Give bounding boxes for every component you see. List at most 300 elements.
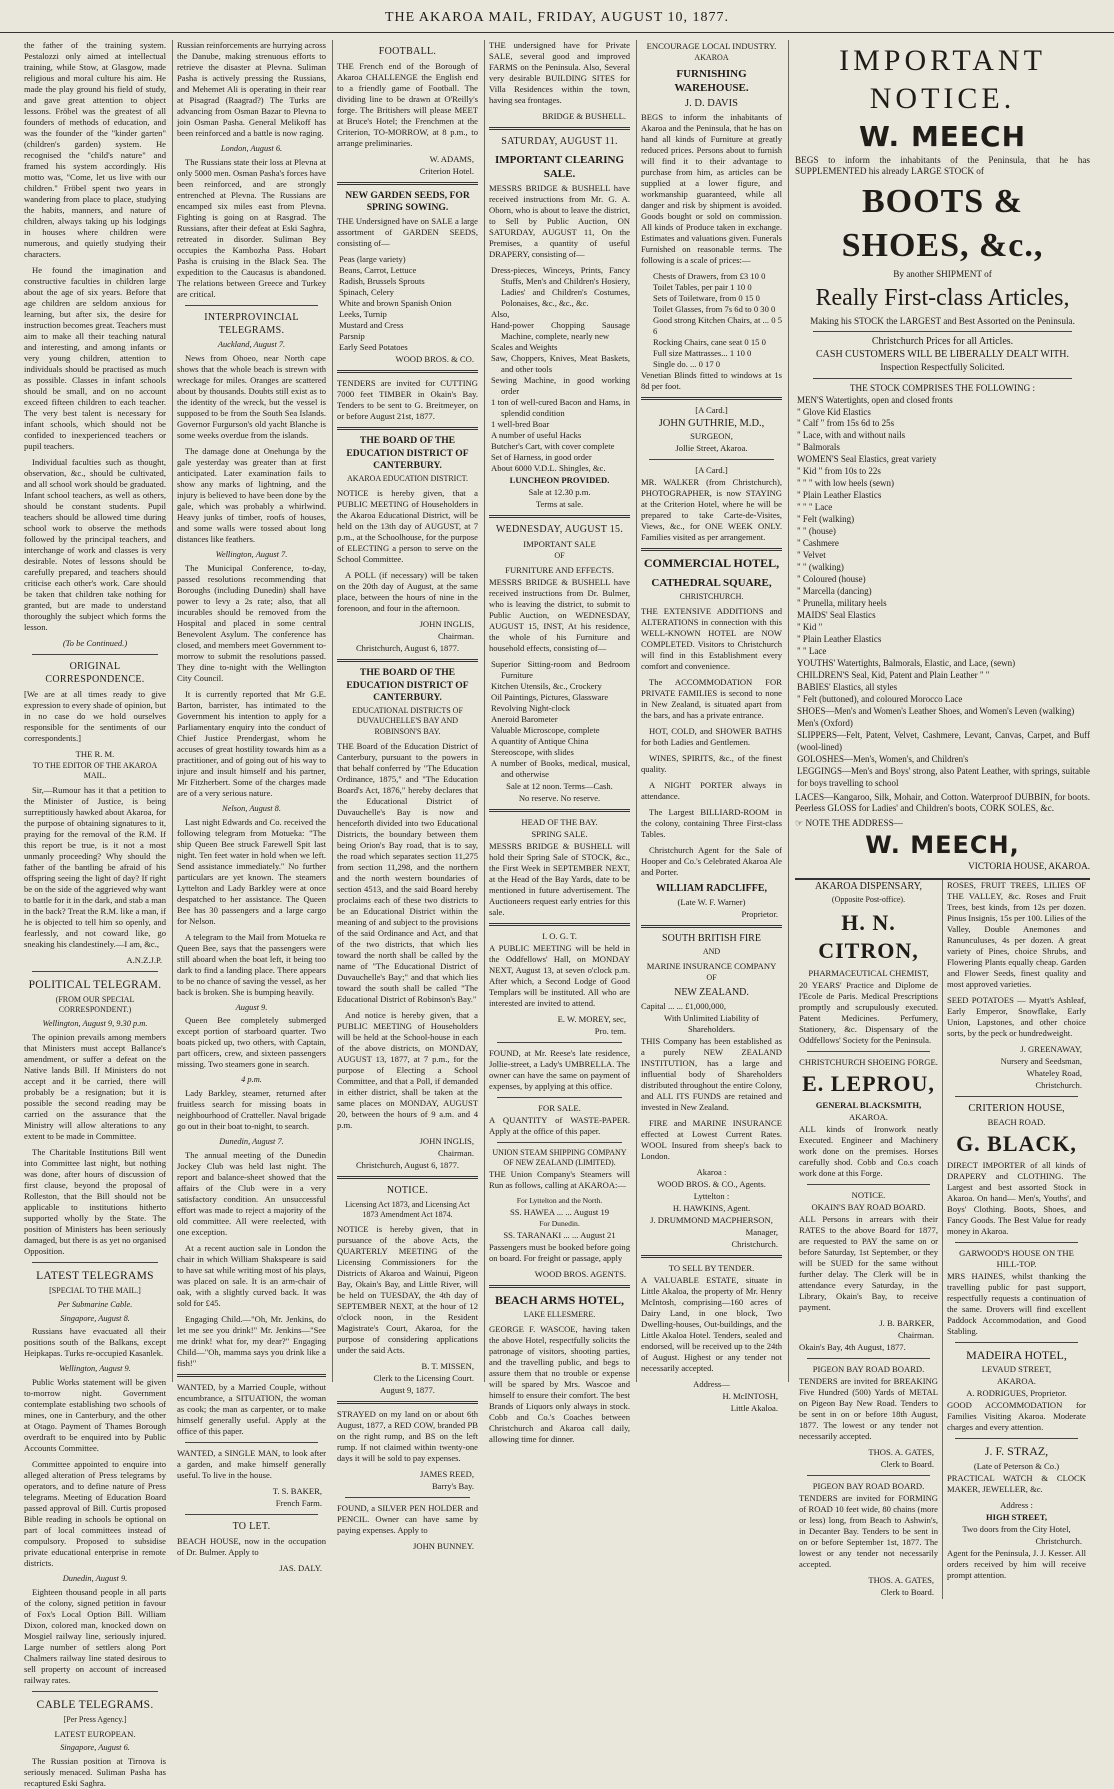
ad-body: A VALUABLE ESTATE, situate in Little Akaloa, the property of Mr. Henry McIntosh, comprising—160 acres of Dairy Land, in one block, Two Dwelling-houses, Out-buildings, and the Little Akaloa Hotel. Tenders, sealed and endorsed, will be received up to the 24th of August. Highest or any tender not necessarily accepted.: [641, 1274, 782, 1373]
list-item: Single do. ... 0 17 0: [653, 358, 721, 369]
ad-body: A NIGHT PORTER always in attendance.: [641, 779, 782, 801]
ad-body: MESSRS BRIDGE & BUSHELL will hold their Spring Sale of STOCK, &c., the First Week in SEPTEMBER NEXT, at the Head of the Bay Yards, date to be mentioned in future advertisement. The Auctioneers request early entries for this sale.: [489, 840, 630, 917]
ad-subheading: SURGEON,: [690, 431, 733, 442]
section-subheading: (FROM OUR SPECIAL CORRESPONDENT.): [55, 994, 135, 1015]
ad-heading: PIGEON BAY ROAD BOARD.: [812, 1363, 925, 1374]
ad-body: MESSRS BRIDGE & BUSHELL have received instructions from Dr. Bulmer, who is leaving the district, to submit to Public Auction, on WEDNESDAY, AUGUST 15, INST, At his residence, the whole of his Furniture and household effects, consisting of—: [489, 576, 630, 653]
article-paragraph: At a recent auction sale in London the chair in which William Shakspeare is said to have sat while writing most of his plays, was placed on sale. It is an arm-chair of oak, with a slightly curved back. It was sold for £45.: [177, 1242, 326, 1308]
ad-subheading: OF: [706, 972, 717, 982]
divider: [32, 1691, 158, 1692]
agent-name: H. HAWKINS, Agent.: [672, 1202, 751, 1213]
dateline: Dunedin, August 9.: [62, 1574, 128, 1584]
ad-body: THE Undersigned have on SALE a large assortment of GARDEN SEEDS, consisting of—: [337, 216, 478, 249]
ad-heading: NOTICE.: [386, 1184, 429, 1196]
dateline: Wellington, August 9.: [59, 1364, 131, 1374]
ad-body: THE Board of the Education District of Canterbury, pursuant to the powers in that behalf conferred by "The Education Ordinance, 1875," and "The Education Board's Act, 1876," hereby declares that the Educational District of Duvauchelle's Bay is now and henceforth divided into two Educational Districts, the boundary between them being Orion's Bay road, that is to say, the road which separates section 11,275 from section 11,298, and the northern and the north western boundaries of section 4513, and the said Board hereby proclaims each of these two districts to be an Educational District within the meaning of and subject to the provisions of the said Ordinance and Act, and that of the two districts, that which lies toward the north shall be called by the name of "The Educational District of Duvauchelle's Bay;" and that which lies toward the south shall be called "The Educational District of Robinson's Bay.": [337, 740, 478, 1004]
ad-name: H. N. CITRON,: [818, 910, 919, 964]
divider: [641, 397, 782, 400]
list-item: " " " Lace: [797, 502, 833, 513]
article-paragraph: The Russian position at Tirnova is seriously menaced. Suliman Pasha has recaptured Eski Saghra.: [24, 1755, 166, 1788]
ad-note: Terms at sale.: [535, 498, 584, 509]
ad-signature: Christchurch.: [1035, 1080, 1082, 1091]
list-item: Spinach, Celery: [339, 287, 394, 298]
ad-body: MR. WALKER (from Christchurch), PHOTOGRAPHER, is now STAYING at the Criterion Hotel, where he will be prepared to take Carte-de-Visites, Views, &c., for ONE WEEK ONLY. Families visited as per arrangement.: [641, 477, 782, 543]
ad-body: GOOD ACCOMMODATION for Families Visiting Akaroa. Moderate charges and every attention.: [947, 1400, 1086, 1433]
divider: [337, 427, 478, 430]
list-item: Set of Harness, in good order: [491, 451, 592, 462]
divider: [32, 654, 158, 655]
letter-body: Sir,—Rumour has it that a petition to the Minister of Justice, is being surreptitiously hawked about Akaroa, for the purpose of obtaining signatures to it, praying for the removal of the R.M. If this report be true, is it not a most unmanly proceeding? Why should the father of the bantling be afraid of his offspring seeing the light of day? If right be on the side of the aggrieved why want to battle for it in the dark, and stab a man in the back? Treat the R.M. like a man, if he is objected to tell him so openly, and fearlessly, and not coward like, go sneaking his clandestinely.—I am, &c.,: [24, 785, 166, 950]
masthead: THE AKAROA MAIL, FRIDAY, AUGUST 10, 1877.: [0, 10, 1114, 33]
ad-heading: CRITERION HOUSE,: [968, 1103, 1065, 1115]
column-5: [636, 40, 786, 1413]
ad-signature: Chairman.: [437, 1147, 474, 1158]
ad-heading: COMMERCIAL HOTEL,: [643, 556, 780, 571]
ad-heading: THE BOARD OF THE EDUCATION DISTRICT OF CANTERBURY.: [346, 435, 469, 471]
list-item: Early Seed Potatoes: [339, 342, 408, 353]
ad-signature: JAS. DALY.: [279, 1562, 322, 1573]
divider: [185, 1442, 318, 1443]
ad-title: W. MEECH: [858, 119, 1027, 153]
ad-body: MESSRS BRIDGE & BUSHELL have received instructions from Mr. G. A. Oborn, who is about to leave the district, to Sell by Public Auction, ON SATURDAY, AUGUST 11, On the Premises, a quantity of useful DRAPERY, consisting of—: [489, 182, 630, 259]
ad-address: Jollie Street, Akaroa.: [675, 443, 748, 454]
list-item: " Kid " from 10s to 22s: [797, 466, 881, 477]
ad-body: FIRE and MARINE INSURANCE effected at Lowest Current Rates. WOOL Insured from sheep's back to London.: [641, 1117, 782, 1161]
list-item: 1 ton of well-cured Bacon and Hams, in splendid condition: [491, 396, 630, 418]
list-item: " Lace, with and without nails: [797, 430, 906, 441]
list-item: " Cashmere: [797, 538, 839, 549]
ad-signature: J. GREENAWAY,: [1020, 1044, 1082, 1055]
divider: [955, 1438, 1078, 1439]
ad-date: Christchurch, August 6, 1877.: [355, 1159, 460, 1170]
ad-title: Really First-class Articles,: [815, 284, 1070, 311]
list-item: A quantity of Antique China: [491, 735, 589, 746]
divider: [641, 548, 782, 551]
ad-title: W. MEECH,: [865, 830, 1020, 859]
ad-signature: Barry's Bay.: [431, 1481, 474, 1492]
divider: [177, 1374, 326, 1377]
ad-body: TENDERS are invited for FORMING of ROAD 10 feet wide, 80 chains (more or less) long, from Beach to Ashwin's, in Decanter Bay. Tenders to be sent in on or before September 1st, 1877. The lowest or any tender not necessarily accepted.: [799, 1492, 938, 1569]
divider: [807, 1051, 930, 1052]
list-item: WOMEN'S Seal Elastics, great variety: [797, 454, 937, 465]
divider: [185, 1514, 318, 1515]
ad-subheading: BEACH ROAD.: [987, 1116, 1046, 1127]
column-2: [172, 40, 330, 1573]
ad-subheading: GENERAL BLACKSMITH,: [815, 1099, 922, 1110]
divider: [345, 1497, 470, 1498]
ad-body: HOT, COLD, and SHOWER BATHS for both Ladies and Gentlemen.: [641, 725, 782, 747]
ad-body: TENDERS are invited for CUTTING 7000 feet TIMBER in Okain's Bay. Tenders to be sent to G. Breitmeyer, on or before August 21st, 1877.: [337, 378, 478, 422]
article-paragraph: The damage done at Onehunga by the gale yesterday was greater than at first anticipated. Later examination fails to show any marks of lightning, and the injury is believed to have been done by the gale, which was probably a whirlwind. Heavy junks of timber, roofs of houses, and some walls were tossed about long distances like feathers.: [177, 446, 326, 545]
list-item: Peas (large variety): [339, 254, 406, 265]
editorial-note: [We are at all times ready to give expression to every shade of opinion, but in no case do we hold ourselves responsible for the sentiments of our correspondents.]: [24, 688, 166, 743]
ad-signature: Chairman.: [897, 1329, 934, 1340]
divider: [185, 305, 318, 306]
ad-name: G. BLACK,: [956, 1130, 1077, 1156]
article-paragraph: The Russians state their loss at Plevna at only 5000 men. Osman Pasha's forces have been reinforced, and are strongly entrenched at Plevna. The Russians are encamped six miles east from Plevna. Fighting is going on at Rasgrad. The Russians, after their defeat at Eski Saghra, retreated in disorder. Suliman Bey occupies the Kambozha Pass. Hobart Pasha is cruising in the Black Sea. The expedition to the Caucasus is abandoned. The relations between Greece and Turkey are critical.: [177, 156, 326, 299]
divider: [807, 1358, 930, 1359]
article-paragraph: The annual meeting of the Dunedin Jockey Club was held last night. The report and balance-sheet showed that the affairs of the Club were in a very satisfactory condition. An unsuccessful effort was made to reject a majority of the old committee. All were reelected, with one exception.: [177, 1149, 326, 1237]
ad-subheading: LAKE ELLESMERE.: [523, 1310, 596, 1320]
ad-body: STRAYED on my land on or about 6th August, 1877, a RED COW, branded PB on the right rump, and BS on the left rump. If not claimed within twenty-one days it will be sold to pay expenses.: [337, 1409, 478, 1464]
ad-body: SEED POTATOES — Myatt's Ashleaf, Early Emperor, Snowflake, Early Union, Lapstones, and other choice sorts, by the peck or hundredweight.: [947, 995, 1086, 1039]
divider: [497, 1042, 622, 1043]
list-item: " Felt (buttoned), and coloured Morocco Lace: [797, 693, 963, 704]
ad-signature: Clerk to Board.: [880, 1586, 934, 1597]
list-item: 1 well-bred Boar: [491, 418, 550, 429]
ad-signature: French Farm.: [275, 1497, 322, 1508]
ad-signature: W. ADAMS,: [429, 153, 474, 164]
ad-heading: ENCOURAGE LOCAL INDUSTRY.: [646, 41, 777, 51]
article-paragraph: Last night Edwards and Co. received the following telegram from Motueka: "The ship Queen Bee struck Farewell Spit last night. Ten feet water in hold when we left. Send assistance immediately." No further particulars are yet known. The steamers Lyttelton and Lady Barkley were at once despatched to her assistance. The Queen Bee has 30 passengers and a large cargo for Nelson.: [177, 816, 326, 926]
stock-list: [795, 395, 1090, 790]
ad-body: FOUND, a SILVER PEN HOLDER and PENCIL. Owner can have same by paying expenses. Apply to: [337, 1503, 478, 1536]
dateline: Nelson, August 8.: [222, 803, 281, 813]
ad-body: 20 YEARS' Practice and Diplome de l'Ecole de Paris. Medical Prescriptions promptly and scrupulously executed. Patent Medicines. Perfumery, Stationery, &c. Dispensary of the Oddfellows' Society for the Peninsula.: [799, 979, 938, 1045]
list-item: SHOES—Men's and Women's Leather Shoes, and Women's Leven (walking): [797, 705, 1075, 716]
ad-heading: SPRING SALE.: [531, 828, 588, 839]
price-list: [641, 271, 782, 370]
section-heading: CABLE TELEGRAMS.: [36, 1698, 154, 1711]
list-item: Aneroid Barometer: [491, 713, 558, 724]
ad-body: TENDERS are invited for BREAKING Five Hundred (500) Yards of METAL on Pigeon Bay New Road. Tenders to be sent in on or before 18th August, 1877. The lowest or any tender not necessarily accepted.: [799, 1375, 938, 1441]
ad-body: FOUND, at Mr. Reese's late residence, Jollie-street, a Lady's UMBRELLA. The owner can have the same on payment of expenses, by applying at this office.: [489, 1047, 630, 1091]
letter-signature: A.N.Z.J.P.: [126, 955, 162, 966]
ad-body: A PUBLIC MEETING will be held in the Oddfellows' Hall, on MONDAY NEXT, August 13, at seven o'clock p.m. After which, a Second Lodge of Good Templars will be instituted. All who are interested are invited to attend.: [489, 942, 630, 1008]
divider: [489, 809, 630, 812]
to-be-continued: (To be Continued.): [62, 638, 128, 648]
ad-body: WINES, SPIRITS, &c., of the finest quality.: [641, 752, 782, 774]
schedule-line: SS. TARANAKI ... ... August 21: [503, 1229, 616, 1240]
list-item: Mustard and Cress: [339, 320, 404, 331]
ad-line: Inspection Respectfully Solicited.: [880, 362, 1005, 373]
ad-heading: WEDNESDAY, AUGUST 15.: [495, 523, 624, 535]
column-1: [20, 40, 170, 1788]
ad-body: ALL Persons in arrears with their RATES to the above Board for 1877, are requested to PAY the same on or before Saturday, 1st September, or they will be SUED for the same without further delay. The Clerk will be in attendance every Saturday, in the Library, Okain's Bay, to receive payment.: [799, 1213, 938, 1312]
ad-heading: NOTICE.: [851, 1189, 886, 1200]
ad-address: Address :: [1000, 1499, 1033, 1510]
ad-heading: AKAROA DISPENSARY,: [814, 881, 923, 893]
list-item: " Plain Leather Elastics: [797, 633, 882, 644]
ad-line: [795, 818, 1090, 830]
divider: [489, 127, 630, 130]
list-item: A number of Books, medical, musical, and otherwise: [491, 757, 630, 779]
ad-heading: CHRISTCHURCH SHOEING FORGE.: [799, 1056, 938, 1067]
ad-subheading: LEVAUD STREET,: [981, 1364, 1052, 1375]
article-paragraph: The Municipal Conference, to-day, passed resolutions recommending that Boroughs (including Dunedin) shall have power to levy a 2s rate; also, that all incurables should be removed from the Hospital and placed in some central Benevolent Asylum. The conference has closed, and members meet Government to-morrow to submit the resolutions passed. They dine to-night with the Wellington City Council.: [177, 562, 326, 683]
divider: [489, 1285, 630, 1288]
ad-line: LACES—Kangaroo, Silk, Mohair, and Cotton. Waterproof DUBBIN, for boots. Peerless GLOSS for Ladies' and Children's boots, CORK SOLES, &c.: [795, 791, 1090, 814]
ad-body: And notice is hereby given, that a PUBLIC MEETING of Householders will be held at the School-house in each of the above districts, on MONDAY, AUGUST 13, 1877, at 7 p.m., for the purpose of Electing a School Committee, and that a Poll, if demanded in either district, shall be taken at the same places on MONDAY, AUGUST 20, between the hours of 9 a.m. and 4 p.m.: [337, 1009, 478, 1130]
note-label: NOTE THE ADDRESS—: [805, 818, 903, 829]
ad-signature: T. S. BAKER,: [272, 1485, 322, 1496]
list-item: GOLOSHES—Men's, Women's, and Children's: [797, 753, 969, 764]
subcolumns: [795, 878, 1090, 1599]
divider: [955, 1242, 1078, 1243]
ad-body: MRS HAINES, whilst thanking the travelling public for past support, respectfully requests a continuation of the same. Drovers will find excellent Paddock Accommodation, and Good Stabling.: [947, 1270, 1086, 1336]
list-item: Chests of Drawers, from £3 10 0: [653, 270, 766, 281]
article-paragraph: Engaging Child.—"Oh, Mr. Jenkins, do let me see you drink!" Mr. Jenkins—"See me drink! what for, my dear?" Engaging Child—"Oh, mamma says you drink like a fish!": [177, 1313, 326, 1368]
ad-signature: Clerk to the Licensing Court.: [373, 1373, 474, 1384]
ad-note: No reserve. No reserve.: [518, 792, 601, 803]
divider: [489, 923, 630, 926]
ad-signature: THOS. A. GATES,: [868, 1574, 934, 1585]
letter-title: THE R. M.: [75, 748, 115, 759]
list-item: Radish, Brussels Sprouts: [339, 276, 425, 287]
stock-heading: THE STOCK COMPRISES THE FOLLOWING :: [849, 382, 1036, 393]
ad-heading: NEW GARDEN SEEDS, FOR SPRING SOWING.: [345, 189, 470, 214]
ad-heading: TO SELL BY TENDER.: [668, 1262, 755, 1273]
divider: [955, 1342, 1078, 1343]
list-item: Dress-pieces, Winceys, Prints, Fancy Stuffs, Men's and Children's Hosiery, Ladies' and Children's Costumes, Polonaises, &c., &c., &c.: [491, 264, 630, 308]
list-item: White and brown Spanish Onion: [339, 298, 452, 309]
dateline: Wellington, August 9, 9.30 p.m.: [42, 1019, 148, 1029]
ad-line: CASH CUSTOMERS WILL BE LIBERALLY DEALT WITH.: [816, 349, 1069, 361]
ad-heading: FOR SALE.: [538, 1102, 581, 1113]
divider: [497, 1142, 622, 1143]
ad-body: The ACCOMMODATION FOR PRIVATE FAMILIES is second to none in New Zealand, is situated apart from the bars, and has a private entrance.: [641, 676, 782, 720]
schedule-line: SS. HAWEA ... ... August 19: [509, 1207, 610, 1218]
ad-body: NOTICE is hereby given, that a PUBLIC MEETING of Householders in the Akaroa Educational District, will be held on the 13th day of AUGUST, at 7 p.m., at the Schoolhouse, for the purpose of ELECTING a person to serve on the School Committee.: [337, 488, 478, 565]
ad-date: Christchurch, August 6, 1877.: [355, 643, 460, 654]
list-item: Beans, Carrot, Lettuce: [339, 265, 417, 276]
list-item: " Prunella, military heels: [797, 598, 887, 609]
ad-signature: Chairman.: [437, 631, 474, 642]
divider: [807, 1475, 930, 1476]
article-paragraph: Lady Barkley, steamer, returned after fruitless search for missing boats in neighbourhood of Cratteller. Naval brigade go out in their boat to-night, to search.: [177, 1088, 326, 1132]
ad-heading: BEACH ARMS HOTEL,: [494, 1292, 625, 1307]
dateline: 4 p.m.: [241, 1075, 262, 1085]
card-label: [A Card.]: [695, 404, 728, 415]
article-paragraph: News from Ohoeo, near North cape shows that the whole beach is strewn with wreckage for miles. Oranges are scattered about by thousands. Doubts still exist as to the identity of the wreck, but the vessel is supposed to be from the South Sea Islands. Governor Furgurson's old yacht Blanche is some weeks overdue from the islands.: [177, 353, 326, 441]
list-item: Scales and Weights: [491, 341, 558, 352]
divider: [337, 370, 478, 373]
ad-signature: WOOD BROS. AGENTS.: [534, 1268, 626, 1279]
ad-intro: BEGS to inform the inhabitants of the Peninsula, that he has SUPPLEMENTED his already LARGE STOCK of: [795, 154, 1090, 177]
ad-signature: J. DRUMMOND MACPHERSON,: [650, 1214, 773, 1225]
ad-subheading: OKAIN'S BAY ROAD BOARD.: [811, 1201, 926, 1212]
ad-subheading: AKAROA: [694, 53, 729, 62]
ad-signature: H. McINTOSH,: [722, 1390, 778, 1401]
subcolumn-b: [942, 880, 1090, 1599]
ad-place: AKAROA.: [849, 1111, 888, 1122]
ad-body: THE undersigned have for Private SALE, several good and improved FARMS on the Peninsula. Also, Several very desirable BUILDING SITES for Villa Residences within the town, having sea frontages.: [489, 40, 630, 105]
ad-place: AKAROA.: [997, 1376, 1036, 1387]
divider: [32, 971, 158, 972]
list-item: " Marcella (dancing): [797, 586, 872, 597]
ad-heading: I. O. G. T.: [542, 930, 577, 941]
dateline: Auckland, August 7.: [217, 340, 286, 350]
ad-heading: SATURDAY, AUGUST 11.: [501, 136, 618, 147]
ad-line: Making his STOCK the LARGEST and Best Assorted on the Peninsula.: [810, 315, 1075, 326]
ad-note: Sale at 12 noon. Terms—Cash.: [506, 780, 613, 791]
ad-body: Venetian Blinds fitted to windows at 1s 8d per foot.: [641, 369, 782, 391]
capital-note: With Unlimited Liability of Shareholders.: [664, 1012, 759, 1034]
ad-signature: THOS. A. GATES,: [868, 1446, 934, 1457]
section-subheading: [Per Press Agency.]: [63, 1714, 127, 1724]
letter-to: TO THE EDITOR OF THE AKAROA MAIL.: [32, 760, 158, 780]
ad-heading: FOOTBALL.: [378, 46, 437, 57]
list-item: Sets of Toiletware, from 0 15 0: [653, 292, 760, 303]
ad-body: DIRECT IMPORTER of all kinds of DRAPERY and CLOTHING. The Largest and best assorted Stock in Akaroa. On hand— Men's, Youths', and Boys' Clothing. Boots, Shoes, and Fancy Goods. The Best Value for ready money in Akaroa.: [947, 1159, 1086, 1236]
ad-address: VICTORIA HOUSE, AKAROA.: [968, 860, 1090, 871]
section-heading: POLITICAL TELEGRAM.: [28, 979, 162, 992]
list-item: Rocking Chairs, cane seat 0 15 0: [653, 336, 766, 347]
list-item: Also,: [491, 308, 510, 319]
ad-heading: NEW ZEALAND.: [674, 987, 749, 998]
ad-name: A. RODRIGUES, Proprietor.: [966, 1388, 1067, 1399]
ad-subheading: (Opposite Post-office).: [831, 895, 906, 905]
ad-heading: IMPORTANT SALE: [523, 538, 596, 549]
article-paragraph: Individual faculties such as thought, observation, &c., should be cultivated, and all school work should be graduated. Infant school teachers, as well as others, should be constant students. Pupil teachers should be allowed time during school work to observe the methods followed by the principal teachers, and interchange of work and classes is very desirable. Notes of lessons should be carefully prepared, and teachers should criticise each other's work. Care should be taken that children take nothing for granted, but are made to understand thoroughly the subject which forms the lesson.: [24, 457, 166, 632]
list-item: About 6000 V.D.L. Shingles, &c.: [491, 462, 606, 473]
ad-body: GEORGE F. WASCOE, having taken the above Hotel, respectfully solicits the patronage of visitors, shooting parties, and the travelling public, and begs to assure them that no trouble or expense will be spared by Mrs. Wascoe and himself to ensure their comfort. The best Brands of Liquors only always in stock. Cobb and Co.'s Coaches between Christchurch and Akaroa call daily, allowing time for dinner.: [489, 1324, 630, 1445]
list-item: Kitchen Utensils, &c., Crockery: [491, 680, 602, 691]
ad-signature: BRIDGE & BUSHELL.: [542, 111, 626, 121]
sale-items: [489, 265, 630, 474]
ad-body: BEGS to inform the inhabitants of Akaroa and the Peninsula, that he has on hand all kinds of Furniture at greatly reduced prices. Persons about to furnish will find it to their advantage to purchase from him, as articles can be supplied at a lower figure, and workmanship guaranteed, while all danger and risk by shipment is avoided. Goods bought or sold on commission. All kinds of Produce taken in exchange. Estimates and valuations given. Funerals Furnished on reasonable terms. The following is a scale of prices:—: [641, 111, 782, 265]
ad-name: J. D. DAVIS: [685, 98, 738, 110]
column-4: [484, 40, 634, 1445]
list-item: MEN'S Watertights, open and closed fronts: [797, 394, 953, 405]
ad-heading: GARWOOD'S HOUSE ON THE HILL-TOP.: [959, 1247, 1074, 1269]
ad-subheading: OF: [554, 550, 565, 560]
section-heading: ORIGINAL CORRESPONDENCE.: [45, 661, 145, 685]
ad-subheading: AKAROA EDUCATION DISTRICT.: [347, 474, 468, 484]
dateline: London, August 6.: [220, 144, 283, 153]
ad-signature: WILLIAM RADCLIFFE,: [655, 882, 768, 894]
ad-body: ALL kinds of Ironwork neatly Executed. Engineer and Machinery work done on the premises. Horses carefully shod. Cobb and Co.s coach work done at this Forge.: [799, 1123, 938, 1178]
ad-address: Address—: [693, 1378, 730, 1389]
article-paragraph: He found the imagination and constructive faculties in children large about the age of six years. Before that age children are seldom anxious for learning, but after six, the desire for instruction becomes great. Teachers must aim to make all their teaching natural and interesting, and among infants or very young children, attention to individuals should be practised as much as possible. Classes in infant schools should be small, and on no account exceed fifteen children to each teacher. The very best talent is necessary for infant schools, which should not be confided to inexperienced teachers or pupil teachers.: [24, 265, 166, 451]
divider: [641, 1255, 782, 1258]
divider: [955, 1096, 1078, 1097]
article-paragraph: the father of the training system. Pestalozzi only aimed at intellectual training, while Stow, at Glasgow, made religious and moral culture his aim. He made the play ground his field of study, and gave great attention to object lessons. Fröbel was the greatest of all founders of methods of education, and was the founder of the "kinder garten" (children's garden) system. He recognised the "child's nature" and framed his system accordingly. His motto was, "Come, let us live with our children." Fröbel spent two years in wandering from place to place, studying the habits, manners, and nature of children, always taking up his lodgings in houses where children were numerous, and quietly studying their characters.: [24, 40, 166, 259]
dateline: Singapore, August 8.: [60, 1313, 130, 1323]
dateline: Wellington, August 7.: [215, 550, 288, 560]
ad-heading: FURNISHING WAREHOUSE.: [674, 68, 749, 95]
ad-body: THE EXTENSIVE ADDITIONS and ALTERATIONS in connection with this WELL-KNOWN HOTEL are NOW COMPLETED. Visitors to Christchurch will find in this Establishment every comfort and convenience.: [641, 605, 782, 671]
ad-body: THE French end of the Borough of Akaroa CHALLENGE the English end to a friendly game of Football. The dividing line to be drawn at O'Reilly's forge. The Britishers will please MEET at Bruce's Hotel; the Frenchmen at the Criterion, TO-MORROW, at 8 p.m., to arrange preliminaries.: [337, 60, 478, 148]
ad-title: BOOTS & SHOES, &c.,: [841, 183, 1044, 264]
dateline: Singapore, August 6.: [60, 1742, 130, 1752]
list-item: " " " with low heels (sewn): [797, 478, 895, 489]
ad-name: E. LEPROU,: [802, 1070, 935, 1096]
list-item: Toilet Glasses, from 7s 6d to 0 30 0: [653, 303, 776, 314]
ad-signature: Whateley Road,: [1026, 1068, 1082, 1079]
ad-subheading: PHARMACEUTICAL CHEMIST,: [808, 967, 929, 978]
ad-signature: J. B. BARKER,: [879, 1317, 934, 1328]
list-item: Saw, Choppers, Knives, Meat Baskets, and other tools: [491, 352, 630, 374]
ad-heading: SOUTH BRITISH FIRE: [662, 932, 761, 944]
list-item: Leeks, Turnip: [339, 309, 387, 320]
ad-heading: HEAD OF THE BAY.: [521, 816, 598, 827]
article-paragraph: Committee appointed to enquire into alleged alteration of Press telegrams by operators, and to define nature of Press telegrams. Meeting of Education Board passed approval of Bill. Curtis proposed Bible reading in schools be optional on part of local committees instead of compulsory. Proposed to subsidise private educational enterprise in remote districts.: [24, 1459, 166, 1569]
ad-heading: CATHEDRAL SQUARE,: [651, 576, 772, 589]
agent-place: Lyttelton :: [693, 1190, 730, 1201]
dateline: Dunedin, August 7.: [219, 1137, 284, 1147]
ad-subheading: Licensing Act 1873, and Licensing Act 1873 Amendment Act 1874.: [345, 1199, 470, 1219]
divider: [813, 331, 1072, 332]
agent-place: Akaroa :: [696, 1166, 727, 1177]
ad-subheading: EDUCATIONAL DISTRICTS OF DUVAUCHELLE'S BAY AND ROBINSON'S BAY.: [352, 706, 463, 736]
divider: [497, 1097, 622, 1098]
subcolumn-a: [795, 880, 942, 1599]
ad-address: HIGH STREET,: [986, 1511, 1047, 1522]
article-paragraph: Public Works statement will be given to-morrow night. Government contemplate establishing two schools of mines, one in Canterbury, and the other at Otago. Payment of Thames Borough overdraft to be enquired into by Public Accounts Committee.: [24, 1377, 166, 1454]
list-item: " " (walking): [797, 562, 844, 573]
list-item: " " Lace: [797, 645, 827, 656]
list-item: " Felt (walking): [797, 514, 855, 525]
list-item: MAIDS' Seal Elastics: [797, 609, 876, 620]
ad-signature: JOHN BUNNEY.: [413, 1541, 474, 1552]
ad-name: JOHN GUTHRIE, M.D.,: [658, 417, 765, 429]
list-item: " Balmorals: [797, 442, 840, 453]
section-heading: INTERPROVINCIAL TELEGRAMS.: [204, 311, 299, 336]
agent-name: WOOD BROS. & CO., Agents.: [657, 1178, 766, 1189]
list-item: YOUTHS' Watertights, Balmorals, Elastic, and Lace, (sewn): [797, 657, 1016, 668]
schedule-line: For Dunedin.: [539, 1219, 580, 1229]
ad-heading: J. F. STRAZ,: [984, 1444, 1049, 1459]
ad-heading: FURNITURE AND EFFECTS.: [505, 564, 614, 575]
ad-subheading: AND: [702, 946, 721, 956]
ad-body: NOTICE is hereby given, that in pursuance of the above Acts, the QUARTERLY MEETING of the Licensing Commissioners for the Districts of Akaroa and Wainui, Pigeon Bay, Okain's Bay, and Little River, will be held on TUESDAY, the 4th day of SEPTEMBER NEXT, at the hour of 12 o'clock noon, in the Resident Magistrate's Court, Akaroa, for the purpose of considering applications under the said Acts.: [337, 1224, 478, 1356]
ad-heading: MARINE INSURANCE COMPANY: [646, 960, 777, 971]
divider: [813, 378, 1072, 379]
list-item: " Calf " from 15s 6d to 25s: [797, 418, 895, 429]
ad-line: By another SHIPMENT of: [893, 269, 992, 280]
dateline: August 9.: [235, 1002, 268, 1012]
divider: [337, 1401, 478, 1404]
divider: [337, 1176, 478, 1179]
ad-note: LUNCHEON PROVIDED.: [509, 474, 610, 485]
list-item: Hand-power Chopping Sausage Machine, complete, nearly new: [491, 319, 630, 341]
ad-signature: Manager,: [745, 1226, 778, 1237]
ad-signature: Pro. tem.: [594, 1025, 626, 1036]
ad-note: Sale at 12.30 p.m.: [528, 486, 591, 497]
list-item: " " (house): [797, 526, 836, 537]
seed-list: [337, 254, 478, 353]
list-item: Sewing Machine, in good working order: [491, 374, 630, 396]
ad-heading: THE BOARD OF THE EDUCATION DISTRICT OF CANTERBURY.: [346, 667, 469, 703]
ad-signature: B. T. MISSEN,: [421, 1361, 474, 1372]
article-paragraph: Queen Bee completely submerged except portion of starboard quarter. Two boats picked up, two others, with Captain, part officers, crew, and sixteen passengers missing. Two steamers gone in search.: [177, 1015, 326, 1070]
dateline: Per Submarine Cable.: [57, 1299, 133, 1309]
ad-heading: TO LET.: [232, 1520, 271, 1532]
ad-signature: Proprietor.: [741, 908, 778, 919]
ad-address: Two doors from the City Hotel,: [962, 1523, 1071, 1534]
ad-signature: Criterion Hotel.: [419, 165, 474, 176]
list-item: A number of useful Hacks: [491, 429, 582, 440]
divider: [649, 459, 774, 460]
ad-address: Christchurch.: [1035, 1535, 1082, 1546]
ad-signature: Little Akaloa.: [730, 1402, 778, 1413]
classified-ad: WANTED, a SINGLE MAN, to look after a garden, and make himself generally useful. To live in the house.: [177, 1447, 326, 1480]
section-subheading: LATEST EUROPEAN.: [54, 1728, 136, 1739]
ad-line: Christchurch Prices for all Articles.: [871, 336, 1014, 348]
ad-signature: JOHN INGLIS,: [419, 1135, 474, 1146]
list-item: Toilet Tables, per pair 1 10 0: [653, 281, 752, 292]
ad-body: Agent for the Peninsula, J. J. Kesser. All orders received by him will receive prompt attention.: [947, 1547, 1086, 1580]
list-item: Valuable Microscope, complete: [491, 724, 600, 735]
list-item: " Coloured (house): [797, 574, 866, 585]
article-paragraph: Russian reinforcements are hurrying across the Danube, making strenuous efforts to retrieve the disaster at Plevna. Suliman Pasha is actively pressing the Russians, and Mehemet Ali is operating in their rear at Pisagrad (Raagrad?) The Turks are advancing from Osman Bazar to Plevna to join Osman Pasha. General Melikoff has been reinforced and a battle is now raging.: [177, 40, 326, 138]
ad-heading: UNION STEAM SHIPPING COMPANY OF NEW ZEALAND (LIMITED).: [492, 1147, 627, 1168]
ad-date: August 9, 1877.: [380, 1385, 435, 1396]
ad-body: Passengers must be booked before going on board. For freight or passage, apply: [489, 1241, 630, 1263]
column-3: [332, 40, 482, 1552]
list-item: " Plain Leather Elastics: [797, 490, 882, 501]
